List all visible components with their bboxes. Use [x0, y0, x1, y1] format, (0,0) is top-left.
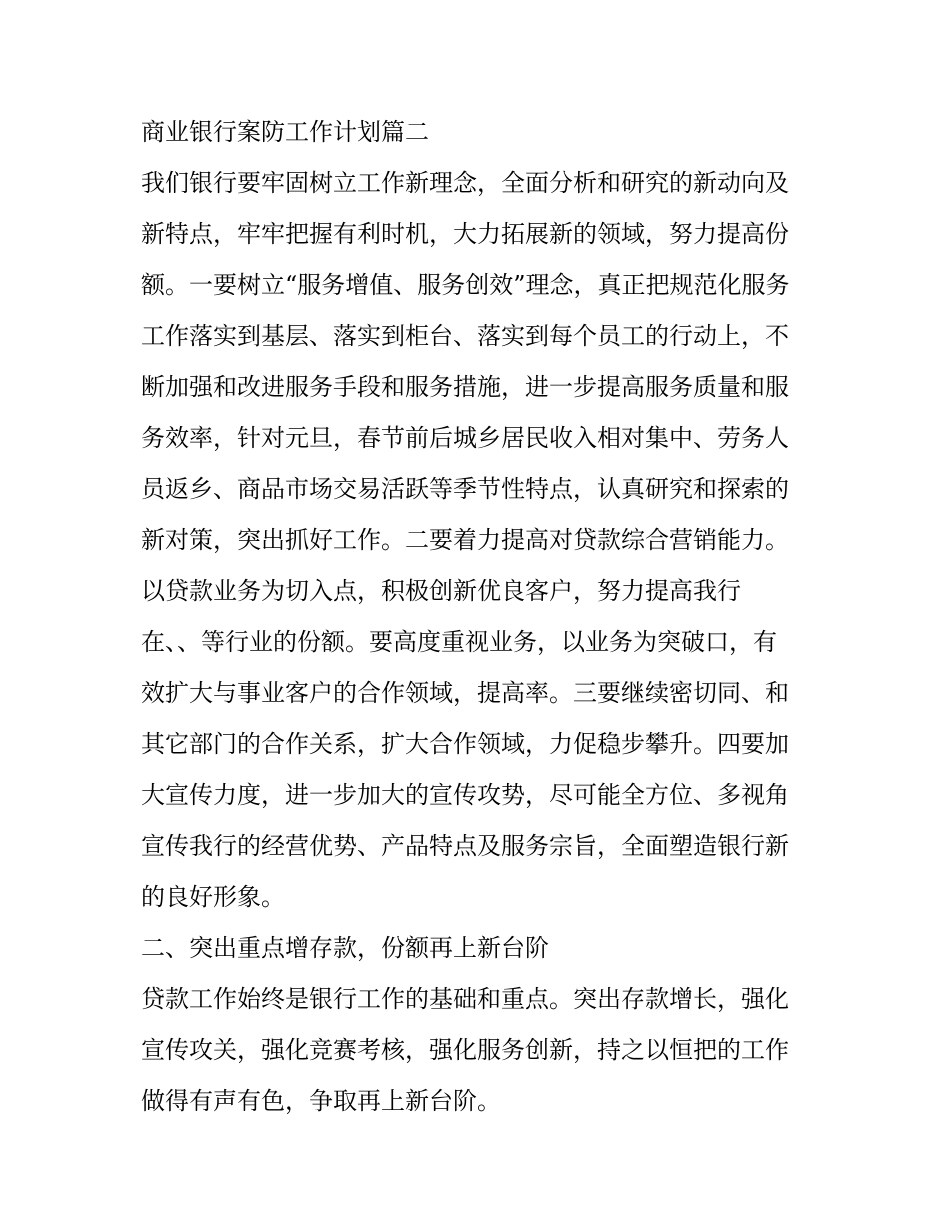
text-line: 在、、等行业的份额。要高度重视业务，以业务为突破口，有 — [141, 628, 777, 656]
text-line: 做得有声有色，争取再上新台阶。 — [141, 1087, 501, 1115]
text-line: 效扩大与事业客户的合作领域，提高率。三要继续密切同、和 — [141, 679, 789, 707]
text-line: 工作落实到基层、落实到柜台、落实到每个员工的行动上，不 — [141, 322, 789, 350]
document-title: 商业银行案防工作计划篇二 — [141, 118, 429, 146]
text-line: 新特点，牢牢把握有利时机，大力拓展新的领域，努力提高份 — [141, 220, 789, 248]
text-line: 以贷款业务为切入点，积极创新优良客户，努力提高我行 — [141, 577, 741, 605]
text-line: 其它部门的合作关系，扩大合作领域，力促稳步攀升。四要加 — [141, 730, 789, 758]
text-line: 额。一要树立“服务增值、服务创效”理念，真正把规范化服务 — [141, 271, 790, 299]
section-heading: 二、突出重点增存款，份额再上新台阶 — [141, 934, 549, 962]
text-line: 断加强和改进服务手段和服务措施，进一步提高服务质量和服 — [141, 373, 789, 401]
text-line: 的良好形象。 — [141, 883, 285, 911]
text-line: 务效率，针对元旦，春节前后城乡居民收入相对集中、劳务人 — [141, 424, 789, 452]
text-line: 宣传我行的经营优势、产品特点及服务宗旨，全面塑造银行新 — [141, 832, 789, 860]
document-body — [141, 107, 821, 1127]
text-line: 新对策，突出抓好工作。二要着力提高对贷款综合营销能力。 — [141, 526, 789, 554]
text-line: 大宣传力度，进一步加大的宣传攻势，尽可能全方位、多视角 — [141, 781, 789, 809]
text-line: 员返乡、商品市场交易活跃等季节性特点，认真研究和探索的 — [141, 475, 789, 503]
text-line: 宣传攻关，强化竞赛考核，强化服务创新，持之以恒把的工作 — [141, 1036, 789, 1064]
text-line: 贷款工作始终是银行工作的基础和重点。突出存款增长，强化 — [141, 985, 789, 1013]
text-line: 我们银行要牢固树立工作新理念，全面分析和研究的新动向及 — [141, 169, 789, 197]
